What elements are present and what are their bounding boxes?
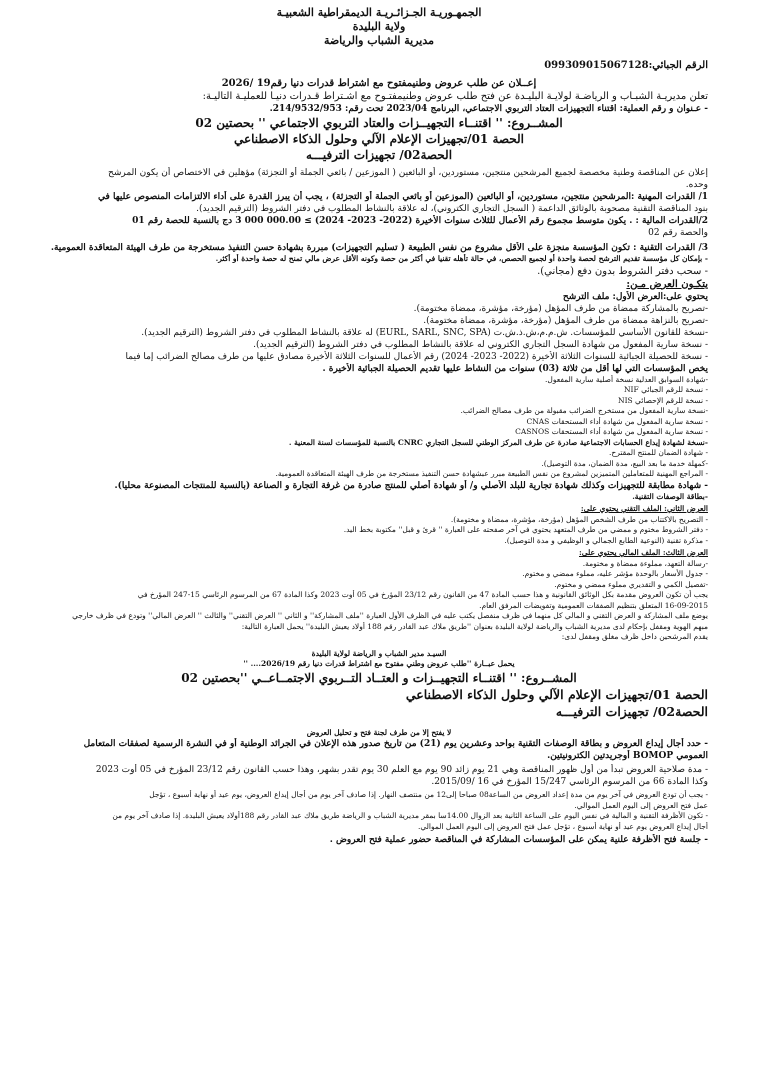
- doc-item: -شهادة السوابق العدلية نسخة أصلية سارية المفعول.: [545, 374, 708, 384]
- doc-item: -تفصيل الكمي و التقديري مملوء ممضي و مختوم.: [554, 579, 708, 589]
- deposit-line: - يجب أن تودع العروض في آخر يوم من مدة إعداد العروض من الساعة08 صباحا إلى12 من منتصف النهار. إذا صادف آخر يوم من أجال إيداع العروض، يوم عيد أو نهاية أسبوع ، تؤجل: [149, 790, 708, 799]
- body-line: يحتوي على:العرض الأول: ملف الترشح: [562, 291, 708, 302]
- body-line: يخص المؤسسات التي لها أقل من ثلاثة (03) سنوات من النشاط عليها تقديم الحصيلة الجبائية الأخيرة .: [322, 363, 708, 374]
- deadline-line: العمومي BOMOP أوجريدتين الكترونيتين.: [547, 751, 708, 761]
- republic-title: الجمهـوريـة الجـزائـريـة الديمقراطية الشعبيـة: [276, 6, 482, 19]
- body-line: 1/ القدرات المهنية :المرشحين منتجين، مستوردين، أو البائعين (الموزعين أو بائعي الجملة أو التجزئة) ، يجب أن يبرز القدرة على أداء الالتزامات المنصوص عليها في: [98, 192, 708, 202]
- doc-item: -نسخة سارية المفعول من مستخرج الضرائب مقبولة من طرف مصالح الضرائب.: [460, 406, 708, 415]
- body-line: 2/القدرات المالية : . يكون متوسط مجموع رقم الأعمال للثلاث سنوات الأخيرة (2022- 2023- 2024) ≥ 000.00 000 3 دج بالنسبة للحصة رقم 01: [132, 216, 708, 226]
- opening-line: أجال إيداع العروض يوم عيد أو نهاية أسبوع ، تؤجل عمل فتح العروض إلى اليوم العمل الموالي.: [417, 821, 708, 831]
- offer-2-heading: العرض الثاني: الملف التقني يحتوي على:: [580, 504, 708, 513]
- doc-item: يوضع ملف المشاركة و العرض التقني و المالي كل منهما في ظرف منفصل يكتب عليه في الظرف الأول العبارة ''ملف المشاركة'' و الثاني '' العرض التقني'' والثالث '' العرض المالي'' وتودع في ظرف خارجي: [72, 611, 708, 620]
- doc-item: - التصريح بالاكتتاب من طرف الشخص المؤهل (مؤرخة، مؤشرة، ممضاة و مختومة).: [450, 514, 708, 524]
- lot-1-title: الحصة 01/تجهيزات الإعلام الآلي وحلول الذكاء الاصطناعي: [233, 132, 525, 146]
- doc-item: - المراجع المهنية للمتعاملين المتميزين لمشروع من نفس الطبيعة مبرر عبشهادة حسن التنفيذ مستخرجة من طرف الهيئة المتعاقدة العمومية.: [275, 469, 708, 478]
- doc-item: -كمهلة خدمة ما بعد البيع، مدة الضمان، مدة التوصيل).: [541, 458, 708, 468]
- directorate-title: مديرية الشباب والرياضة: [323, 34, 435, 47]
- doc-item: - نسخة للرقم الجبائي NIF: [623, 385, 708, 394]
- body-line: - نسخة للحصيلة الجبائية للسنوات الثلاثة الأخيرة (2022- 2023- 2024) رقم الأعمال للسنوات الثلاثة الأخيرة مصادق عليها من طرف مصالح الضرائب إما فيما: [125, 351, 708, 362]
- doc-item: 16-09-2015 المتعلق بتنظيم الصفقات العمومية وتفويضات المرفق العام.: [479, 600, 708, 610]
- doc-item: - نسخة سارية المفعول من شهادة أداء المستحقات CNAS: [526, 416, 708, 426]
- deposit-line: عمل فتح العروض إلى اليوم العمل الموالي.: [574, 800, 708, 810]
- doc-item: - دفتر الشروط مختوم و ممضي من طرف المتعهد يحتوي في آخر صفحته على العبارة '' قرئ و قبل'' مكتوبة بخط اليد.: [343, 525, 708, 534]
- doc-item: يقدم المرشحين داخل ظرف مغلق ومقفل لدى:: [561, 632, 708, 641]
- deadline-line: - حدد أجال إيداع العروض و بطاقة الوصفات التقنية بواحد وعشرين يوم (21) من تاريخ صدور هذه الإعلان في الجرائد الوطنية أو في النشرة الرسمية لصفقات المتعامل: [83, 739, 708, 749]
- body-line: -تصريح بالنزاهة ممضاة من طرف المؤهل (مؤرخة، مؤشرة، ممضاة مختومة).: [423, 315, 708, 326]
- announcement-intro: تعلن مديريـة الشبـاب و الرياضـة لولايـة البليـدة عن فتح طلب عروض وطنيمفتـوح مع اشـتراط قـدرات دنيـا للعمليـة التاليـة:: [202, 91, 708, 102]
- project-title: المشــروع: '' اقتنــاء التجهيــزات والعتاد التربوي الاجتماعي '' بحصتين 02: [195, 116, 563, 130]
- body-line: - نسخة سارية المفعول من شهادة السجل التجاري الكتروني له علاقة بالنشاط المطلوب في دفتر الشروط (الترقيم الجديد).: [253, 339, 708, 350]
- announcement-title: إعــلان عن طلب عروض وطنيمفتوح مع اشتراط قدرات دنيا رقم19 /2026: [221, 78, 537, 89]
- public-session-line: - جلسة فتح الأظرفة علنية يمكن على المؤسسات المشاركة في المناقصة حضور عملية فتح العروض .: [329, 835, 708, 845]
- operation-line: - عـنوان و رقم العملية: اقتناء التجهيزات العتاد التربوي الاجتماعي، البرنامج 2023/04 تحت رقم: 214/9532/953.: [269, 104, 708, 114]
- validity-line: وكذا المادة 66 من المرسوم الرئاسي 15/247 المؤرخ في 16 /2015/09.: [431, 777, 708, 787]
- doc-item: - نسخة للرقم الإحصائي NIS: [618, 395, 708, 405]
- body-line: -تصريح بالمشاركة ممضاة من طرف المؤهل (مؤرخة، مؤشرة، ممضاة مختومة).: [413, 303, 708, 314]
- addressee-project: المشــروع: '' اقتنــاء التجهيــزات و العتــاد التــربوي الاجتمــاعــي ''بحصتين 02: [181, 670, 577, 685]
- doc-item: -بطاقة الوصفات التقنية.: [632, 491, 708, 501]
- validity-line: - مدة صلاحية العروض تبدأ من أول ظهور المناقصة وهي 21 يوم زائد 90 يوم مع العلم 30 يوم تقدر بشهر، وهذا حسب القانون رقم 23/12 المؤرخ في 05 أوت 2023: [95, 765, 708, 775]
- body-line: بنود المناقصة التقنية مصحوبة بالوثائق الداعمة ( السجل التجاري الكتروني)، له علاقة بالنشاط المطلوب في دفتر الشروط (الترقيم الجديد).: [196, 204, 708, 214]
- doc-item: مبهم الهوية ومقفل بإحكام لدى مديرية الشباب والرياضة لولاية البليدة بعنوان ''طريق ملاك عبد القادر رقم 188 أولاد يعيش البليدة'' يحمل العبارة التالية:: [241, 621, 708, 631]
- addressee-lot-1: الحصة 01/تجهيزات الإعلام الآلي وحلول الذكاء الاصطناعي: [405, 686, 708, 702]
- body-line: -نسخة للقانون الأساسي للمؤسسات. ش.م.م،ش.ذ.ش.ت (EURL, SARL, SNC, SPA) له علاقة بالنشاط المطلوب في دفتر الشروط (الترقيم الجديد).: [141, 327, 708, 338]
- body-line: إعلان عن المناقصة وطنية مخصصة لجميع المرشحين منتجين، مستوردين، أو البائعين ( الموزعين / بائعي الجملة أو التجزئة) مؤهلين في الاختصاص أن يكون المرشح: [108, 168, 708, 178]
- no-open-notice: لا يفتح إلا من طرف لجنة فتح و تحليل العروض: [306, 727, 452, 737]
- body-line: والحصة رقم 02: [648, 228, 708, 238]
- body-line: - بإمكان كل مؤسسة تقديم الترشح لحصة واحدة أو لجميع الحصص، في حالة تأهله تقنيا في أكثر من حصة وكونه الأقل عرض مالي تمنح له حصة واحدة أو أكثر.: [215, 254, 708, 263]
- doc-item: - شهادة الضمان للمنتج المقترح.: [609, 448, 708, 457]
- doc-item: يجب أن تكون العروض مقدمة بكل الوثائق القانونية و هذا حسب المادة 47 من القانون رقم 23/12 المؤرخ في 05 أوت 2023 وكذا المادة 67 من المرسوم الرئاسي 15-247 المؤرخ في: [137, 590, 708, 599]
- addressee-line: يحمل عبــارة ''طلب عروض وطني مفتوح مع اشتراط قدرات دنيا رقم 2026/19.... '': [243, 659, 515, 668]
- doc-item: -رسالة التعهد، مملوءة ممضاة و مختومة.: [582, 558, 708, 568]
- wilaya-title: ولاية البليدة: [352, 20, 406, 33]
- tax-number: الرقم الجبائي:099309015067128: [544, 60, 708, 71]
- doc-item: - نسخة سارية المفعول من شهادة أداء المستحقات CASNOS: [515, 427, 708, 436]
- addressee-line: السيـد مدير الشباب و الرياضة لولاية البليدة: [311, 648, 447, 658]
- opening-line: - تكون الأظرفة التقنية و المالية في نفس اليوم على الساعة الثانية بعد الزوال 14.00سا بمقر مديرية الشباب و الرياضة طريق ملاك عبد القادر رقم 188أولاد يعيش البليدة. إذا صادف آخر يوم من: [112, 811, 708, 820]
- body-line: - سحب دفتر الشروط بدون دفع (مجاني).: [537, 265, 708, 277]
- doc-item: - شهادة مطابقة للتجهيزات وكذلك شهادة تجارية للبلد الأصلي و/ أو شهادة أصلي للمنتج صادرة من غرفة التجارة و الصناعة (بالنسبة للمنتجات المصنوعة محليا).: [114, 480, 708, 491]
- doc-item: - جدول الأسعار بالوحدة مؤشر عليه، مملوء ممضي و مختوم.: [522, 569, 708, 578]
- lot-2-title: الحصة02/ تجهيزات الترفيـــه: [305, 148, 453, 162]
- doc-item: -نسخة لشهادة إيداع الحسابات الاجتماعية صادرة عن طرف المركز الوطني للسجل التجاري CNRC بالنسبة للمؤسسات لسنة المعنية .: [288, 437, 708, 447]
- body-line: وحده.: [685, 180, 708, 190]
- offer-3-heading: العرض الثالث: الملف المالي يحتوي على:: [579, 548, 708, 557]
- addressee-lot-2: الحصة02/ تجهيزات الترفيـــه: [555, 703, 708, 719]
- doc-item: - مذكرة تقنية (النوعية الطابع الجمالي و الوظيفي و مدة التوصيل).: [504, 535, 708, 545]
- body-line: 3/ القدرات التقنية : تكون المؤسسة منجزة على الأقل مشروع من نفس الطبيعة ( تسليم التجهيزات) مبررة بشهادة حسن التنفيذ مستخرجة من طرف الهيئة المتعاقدة العمومية.: [50, 243, 708, 253]
- body-line: يتكـون العرض مـن:: [626, 278, 708, 290]
